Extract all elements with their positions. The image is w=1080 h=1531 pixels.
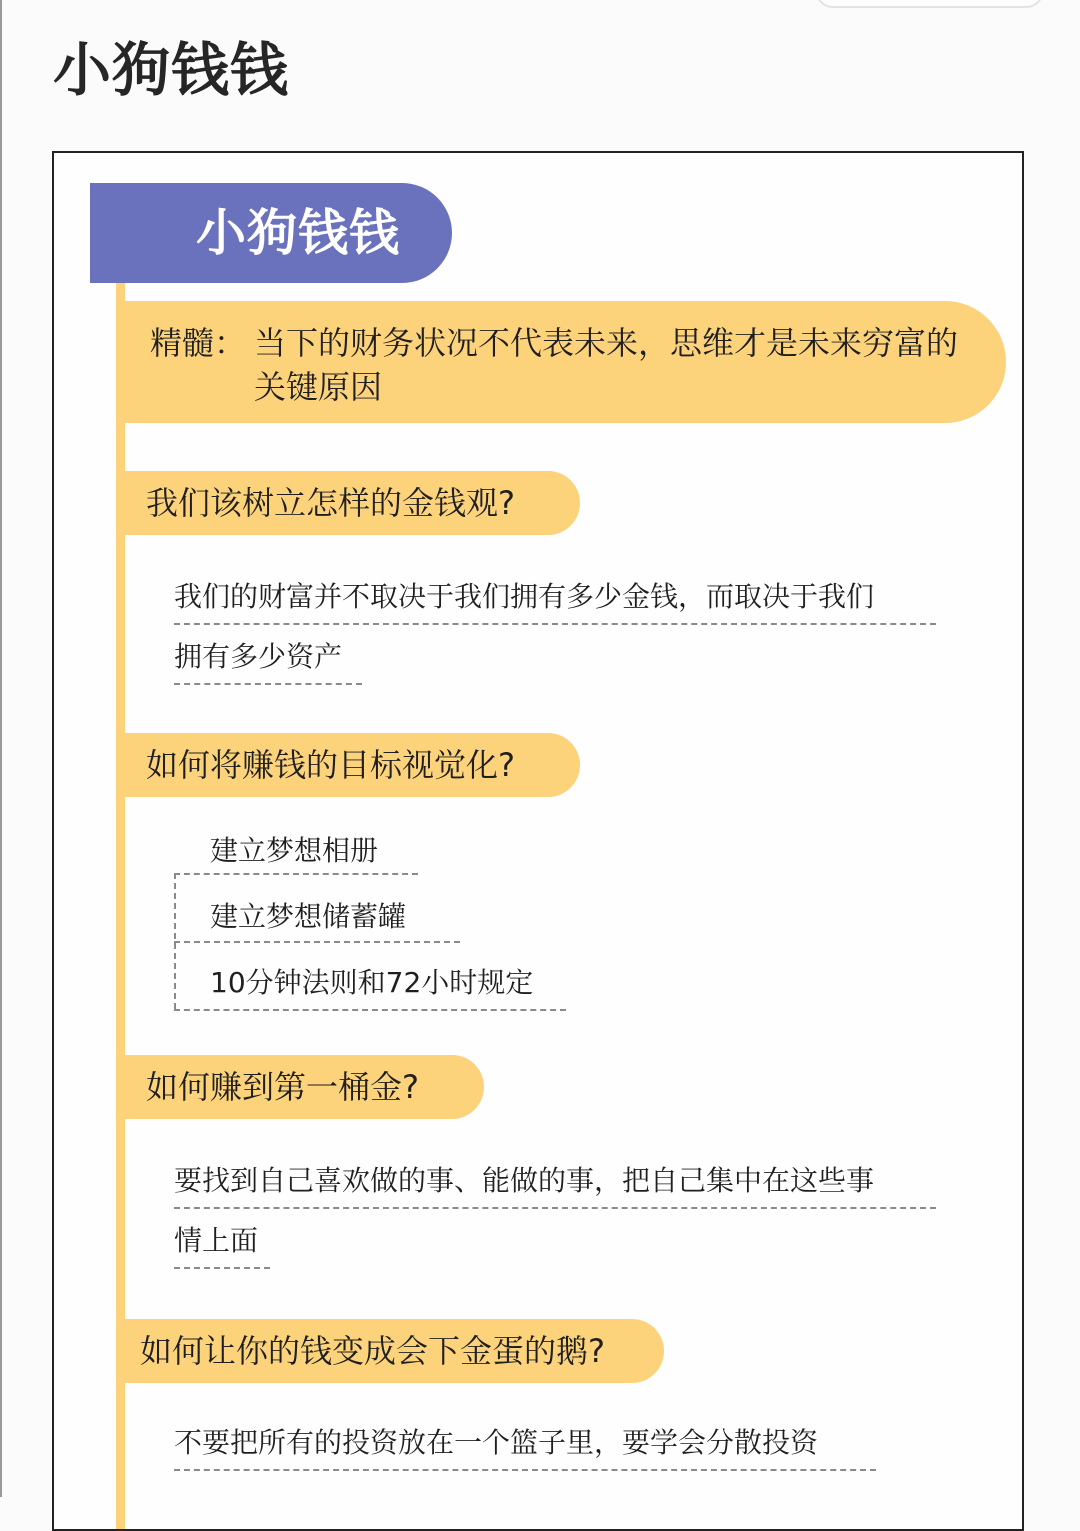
subtree-branch bbox=[174, 873, 418, 875]
question-label: 我们该树立怎样的金钱观? bbox=[146, 484, 515, 522]
subtree-branch bbox=[174, 1009, 566, 1011]
question-node-money-view bbox=[116, 471, 580, 535]
essence-label: 精髓： bbox=[150, 324, 247, 362]
search-pill[interactable] bbox=[815, 0, 1044, 8]
subtree-item: 10分钟法则和72小时规定 bbox=[210, 966, 534, 999]
answer-line: 我们的财富并不取决于我们拥有多少金钱，而取决于我们 bbox=[174, 577, 936, 625]
question-node-first-pot bbox=[116, 1055, 484, 1119]
question-label: 如何将赚钱的目标视觉化? bbox=[146, 746, 515, 784]
window-edge bbox=[0, 0, 2, 1497]
question-node-visualize-goals bbox=[116, 733, 580, 797]
root-node bbox=[90, 183, 452, 283]
answer-line: 拥有多少资产 bbox=[174, 637, 362, 685]
question-node-golden-goose bbox=[116, 1319, 664, 1383]
page-title: 小狗钱钱 bbox=[53, 36, 290, 104]
root-node-label: 小狗钱钱 bbox=[196, 204, 400, 262]
answer-line: 不要把所有的投资放在一个篮子里，要学会分散投资 bbox=[174, 1423, 876, 1471]
essence-node bbox=[116, 301, 1006, 423]
subtree-item: 建立梦想相册 bbox=[210, 834, 379, 867]
question-label: 如何赚到第一桶金? bbox=[146, 1068, 419, 1106]
mindmap-card bbox=[52, 151, 1024, 1531]
essence-text: 当下的财务状况不代表未来，思维才是未来穷富的关键原因 bbox=[254, 324, 959, 406]
answer-line: 情上面 bbox=[174, 1221, 270, 1269]
question-label: 如何让你的钱变成会下金蛋的鹅? bbox=[140, 1332, 605, 1370]
answer-line: 要找到自己喜欢做的事、能做的事，把自己集中在这些事 bbox=[174, 1161, 936, 1209]
subtree-item: 建立梦想储蓄罐 bbox=[210, 900, 407, 933]
subtree-branch bbox=[174, 941, 460, 943]
